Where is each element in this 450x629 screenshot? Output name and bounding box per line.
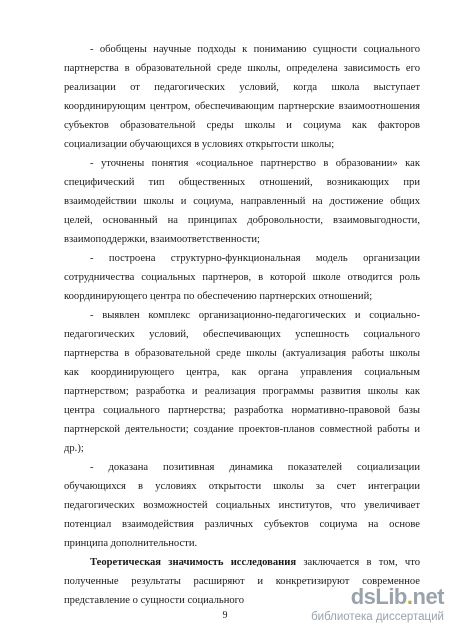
bold-heading: Теоретическая значимость исследования <box>90 557 297 568</box>
text-line: - уточнены понятия «социальное партнерство в образовании» как <box>90 158 420 169</box>
text-line: представление о сущности социального <box>64 595 245 606</box>
text-line: специфический тип общественных отношений, возникающих при <box>64 177 420 188</box>
watermark-logo <box>311 584 450 629</box>
text-line: взаимоподдержки, взаимоответственности; <box>64 234 260 245</box>
text-line: - выявлен комплекс организационно-педагогических и социально- <box>90 310 420 321</box>
text-line: целей, основанный на принципах добровольности, взаимовыгодности, <box>64 215 420 226</box>
watermark-brand-tld: net <box>412 584 444 609</box>
text-line: партнерством; разработка и реализация программы развития школы как <box>64 386 420 397</box>
text-line: субъектов образовательной среды школы и социума как факторов <box>64 120 420 131</box>
page-number: 9 <box>222 610 228 621</box>
text-line: партнерства в образовательной среде школы, определена зависимость его <box>64 63 420 74</box>
watermark-brand <box>351 584 444 610</box>
text-line: др.); <box>64 443 84 454</box>
text-line: как координирующего центра, как органа управления социальным <box>64 367 420 378</box>
text-line: партнерства в образовательной среде школы (актуализация работы школы <box>64 348 420 359</box>
text-line: социализации обучающихся в условиях открытости школы; <box>64 139 335 150</box>
text-line: - обобщены научные подходы к пониманию сущности социального <box>90 44 420 55</box>
text-line: партнерской деятельности; создание проектов-планов совместной работы и <box>64 424 420 435</box>
watermark-brand-dot: . <box>406 584 413 609</box>
text-line: - доказана позитивная динамика показателей социализации <box>90 462 420 473</box>
text-span: заключается в том, что <box>303 557 420 568</box>
text-line: потенциал взаимодействия различных субъектов социума на основе <box>64 519 420 530</box>
text-line: педагогических возможностей социальных институтов, что увеличивает <box>64 500 420 511</box>
text-line: реализации от педагогических условий, когда школа выступает <box>64 82 420 93</box>
watermark-brand-main: dsLib <box>350 584 407 609</box>
text-line: принципа дополнительности. <box>64 538 198 549</box>
text-line: координирующего центра по обеспечению партнерских отношений; <box>64 291 373 302</box>
text-line: - построена структурно-функциональная модель организации <box>90 253 420 264</box>
watermark-subtitle: библиотека диссертаций <box>311 611 444 623</box>
text-line: взаимодействии школы и социума, направленный на достижение общих <box>64 196 420 207</box>
text-line: координирующим центром, обеспечивающим партнерские взаимоотношения <box>64 101 420 112</box>
text-line <box>64 556 420 569</box>
text-line: полученные результаты расширяют и конкретизируют современное <box>64 576 420 587</box>
text-line: педагогических условий, обеспечивающих успешность социального <box>64 329 420 340</box>
text-line: центра социального партнерства; разработка нормативно-правовой базы <box>64 405 420 416</box>
text-line: обучающихся в условиях открытости школы за счет интеграции <box>64 481 420 492</box>
text-line: сотрудничества социальных партнеров, в которой школе отводится роль <box>64 272 420 283</box>
